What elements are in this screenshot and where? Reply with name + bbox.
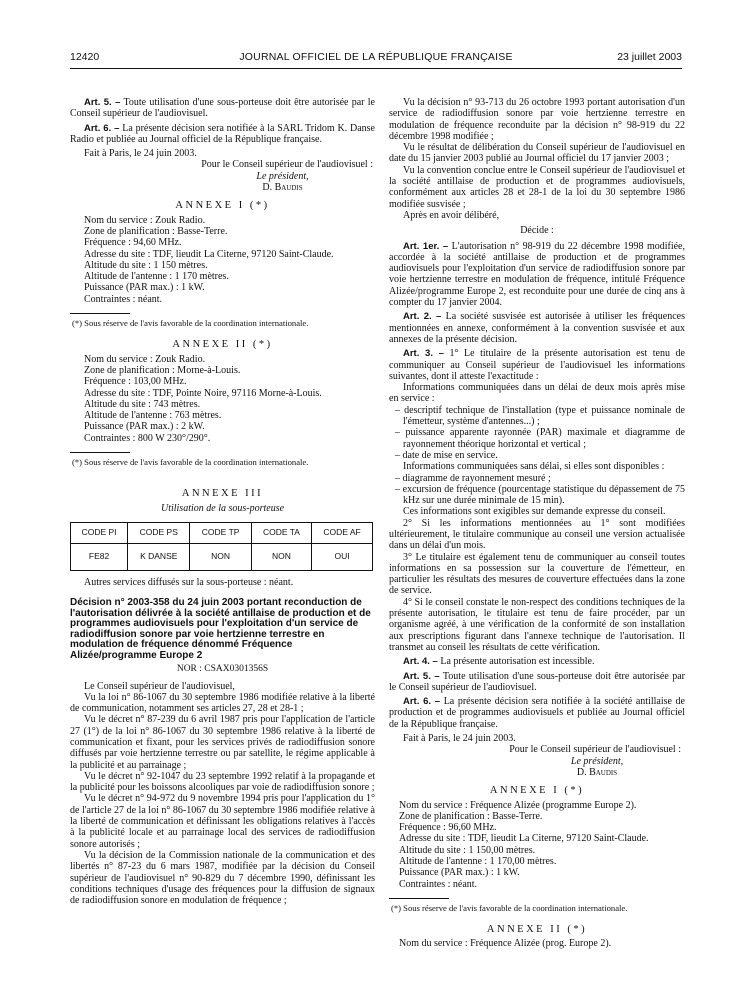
right-art3: Art. 3. – 1° Le titulaire de la présente autorisation est tenu de communiquer au Conseil supérieur de l'audiovisuel les informations suivantes, dont il atteste l'exactitude : bbox=[389, 348, 685, 382]
annexe-line: Nom du service : Zouk Radio. bbox=[84, 353, 206, 365]
annexe-line: Nom du service : Fréquence Alizée (programme Europe 2). bbox=[399, 799, 637, 811]
right-annexe1-list bbox=[389, 800, 685, 890]
right-annexe1-title: ANNEXE I (*) bbox=[489, 785, 585, 797]
annexe-line: Fréquence : 96,60 MHz. bbox=[399, 822, 497, 834]
table-header: CODE PS bbox=[128, 522, 190, 543]
left-column bbox=[70, 97, 375, 906]
vu-paragraph: Vu le décret n° 94-972 du 9 novembre 1994 pris pour l'application du 1° de l'article 27 de la loi n° 86-1067 du 30 septembre 1986 modifiée relative à la liberté de communication et définissant les obligations relatives à l'accès à la publicité locale et au parrainage local des services de radiodiffusion sonore autorisés ; bbox=[70, 793, 375, 850]
left-annexe2-list bbox=[70, 354, 375, 444]
left-pour: Pour le Conseil supérieur de l'audiovisuel : bbox=[201, 159, 373, 171]
annexe-line: Fréquence : 94,60 MHz. bbox=[84, 237, 182, 249]
page-header bbox=[70, 51, 682, 65]
left-annexe1-title: ANNEXE I (*) bbox=[175, 200, 270, 212]
right-art4: Art. 4. – La présente autorisation est incessible. bbox=[403, 656, 595, 668]
right-annexe2-first: Nom du service : Fréquence Alizée (prog. Europe 2). bbox=[399, 938, 612, 950]
left-annexe3-title: ANNEXE III bbox=[181, 488, 264, 500]
annexe-line: Puissance (PAR max.) : 1 kW. bbox=[399, 867, 520, 879]
vu-paragraph: Vu le décret n° 87-239 du 6 avril 1987 pris pour l'application de l'article 27 (1°) de la loi n° 86-1067 du 30 septembre 1986 relative à la liberté de communication et fixant, pour les services privés de radiodiffusion sonore diffusés par voie hertzienne terrestre ou par satellite, le régime applicable à la publicité et au parrainage ; bbox=[70, 714, 375, 771]
table-header: CODE TP bbox=[190, 522, 251, 543]
point-4: 4° Si le conseil constate le non-respect des conditions techniques de la présente autorisation, le titulaire est tenu de faire procéder, par un organisme agréé, à une vérification de la conformité de son installation aux prescriptions figurant dans l'annexe technique de l'autorisation. Il transmet au conseil les résultats de cette vérification. bbox=[389, 596, 685, 653]
right-pour: Pour le Conseil supérieur de l'audiovisuel : bbox=[509, 744, 681, 756]
nor-reference: NOR : CSAX0301356S bbox=[176, 664, 269, 675]
left-fait: Fait à Paris, le 24 juin 2003. bbox=[84, 148, 197, 160]
left-art6: Art. 6. – La présente décision sera notifiée à la SARL Tridom K. Danse Radio et publiée au Journal officiel de la République française. bbox=[70, 122, 375, 145]
journal-title: JOURNAL OFFICIEL DE LA RÉPUBLIQUE FRANÇAISE bbox=[239, 51, 513, 63]
left-president: Le président, bbox=[256, 170, 309, 182]
exig-paragraph: Ces informations sont exigibles sur demande expresse du conseil. bbox=[403, 506, 666, 518]
annexe-line: Zone de planification : Morne-à-Louis. bbox=[84, 364, 241, 376]
vu-paragraph: Vu la convention conclue entre le Conseil supérieur de l'audiovisuel et la société antillaise de production et de programmes audiovisuels, conformément aux articles 28 et 28-1 de la loi du 30 septembre 1986 modifiée susvisée ; bbox=[389, 164, 685, 210]
footnote-rule bbox=[70, 313, 130, 314]
annexe-line: Adresse du site : TDF, Pointe Noire, 97116 Morne-à-Louis. bbox=[84, 387, 322, 399]
table-header: CODE TA bbox=[251, 522, 311, 543]
right-annexe2-title: ANNEXE II (*) bbox=[486, 924, 588, 936]
annexe-line: Altitude de l'antenne : 1 170,00 mètres. bbox=[399, 856, 557, 867]
vu-paragraph: Vu la loi n° 86-1067 du 30 septembre 1986 modifiée relative à la liberté de communication, notamment ses articles 27, 28 et 28-1 ; bbox=[70, 691, 375, 715]
right-art5: Art. 5. – Toute utilisation d'une sous-porteuse doit être autorisée par le Conseil supérieur de l'audiovisuel. bbox=[389, 670, 685, 693]
vu-paragraph: Vu la décision de la Commission nationale de la communication et des libertés n° 87-23 du 6 mars 1987, modifiée par la décision du Conseil supérieur de l'audiovisuel n° 90-829 du 7 décembre 1990, définissant les conditions techniques d'usage des fréquences pour la diffusion de signaux de radiodiffusion sonore en modulation de fréquence ; bbox=[70, 849, 375, 907]
annexe-line: Altitude du site : 1 150,00 mètres. bbox=[399, 844, 536, 856]
annexe-line: Adresse du site : TDF, lieudit La Citerne, 97120 Saint-Claude. bbox=[399, 833, 649, 845]
table-row bbox=[71, 543, 373, 570]
left-autres: Autres services diffusés sur la sous-porteuse : néant. bbox=[84, 576, 294, 588]
table-header: CODE PI bbox=[71, 522, 128, 543]
annexe-line: Altitude du site : 1 150 mètres. bbox=[84, 259, 208, 271]
info-sans-delai: Informations communiquées sans délai, si elles sont disponibles : bbox=[403, 461, 665, 473]
annexe-line: Zone de planification : Basse-Terre. bbox=[399, 810, 543, 822]
right-art1: Art. 1er. – L'autorisation n° 98-919 du 22 décembre 1998 modifiée, accordée à la société antillaise de production et de programmes audiovisuels pour l'exploitation d'un service de radiodiffusion sonore par voie hertzienne terrestre en modulation de fréquence, intitulé Fréquence Alizée/programme Europe 2, est reconduite pour une durée de cinq ans à compter du 17 janvier 2004. bbox=[389, 240, 685, 309]
table-cell: FE82 bbox=[71, 543, 128, 570]
left-note2: (*) Sous réserve de l'avis favorable de la coordination internationale. bbox=[72, 457, 309, 468]
annexe-line: Fréquence : 103,00 MHz. bbox=[84, 376, 187, 388]
left-art5: Art. 5. – Toute utilisation d'une sous-porteuse doit être autorisée par le Conseil supérieur de l'audiovisuel. bbox=[70, 97, 375, 120]
point-2: 2° Si les informations mentionnées au 1° sont modifiées ultérieurement, le titulaire communique au conseil une version actualisée dans un délai d'un mois. bbox=[389, 517, 685, 552]
table-cell: NON bbox=[251, 543, 311, 570]
annexe-line: Altitude de l'antenne : 1 170 mètres. bbox=[84, 271, 229, 283]
subcarrier-table bbox=[70, 522, 373, 571]
vu-paragraph: Vu la décision n° 93-713 du 26 octobre 1993 portant autorisation d'un service de radiodiffusion sonore par voie hertzienne terrestre en modulation de fréquence reconduite par la décision n° 98-919 du 22 décembre 1998 modifiée ; bbox=[389, 97, 685, 142]
left-annexe1-list bbox=[70, 215, 375, 305]
annexe-line: Puissance (PAR max.) : 2 kW. bbox=[84, 421, 205, 433]
dash-item: – excursion de fréquence (pourcentage statistique du dépassement de 75 kHz sur une durée minimale de 15 min). bbox=[395, 483, 685, 507]
right-signatory: D. Baudis bbox=[576, 766, 618, 778]
left-annexe3-subtitle: Utilisation de la sous-porteuse bbox=[160, 502, 285, 514]
point-3: 3° Le titulaire est également tenu de communiquer au conseil toutes informations en sa possession sur la couverture de l'émetteur, en particulier les résultats des mesures de couverture effectuées dans la zone de service. bbox=[389, 551, 685, 597]
footnote-rule bbox=[389, 898, 449, 899]
vu-paragraph: Le Conseil supérieur de l'audiovisuel, bbox=[84, 680, 235, 692]
table-header-row bbox=[71, 522, 373, 543]
annexe-line: Altitude de l'antenne : 763 mètres. bbox=[84, 410, 222, 422]
annexe-line: Nom du service : Zouk Radio. bbox=[84, 214, 206, 226]
left-note1: (*) Sous réserve de l'avis favorable de la coordination internationale. bbox=[72, 318, 309, 329]
left-signatory: D. Baudis bbox=[262, 182, 303, 194]
decide-label: Décide : bbox=[520, 225, 554, 237]
annexe-line: Puissance (PAR max.) : 1 kW. bbox=[84, 282, 205, 294]
annexe-line: Adresse du site : TDF, lieudit La Citerne, 97120 Saint-Claude. bbox=[84, 248, 334, 260]
page-number: 12420 bbox=[70, 51, 100, 63]
annexe-line: Contraintes : néant. bbox=[399, 878, 478, 890]
vu-paragraph: Vu le décret n° 92-1047 du 23 septembre 1992 relatif à la propagande et la publicité pour les boissons alcooliques par voie de radiodiffusion sonore ; bbox=[70, 770, 375, 794]
annexe-line: Altitude du site : 743 mètres. bbox=[84, 398, 201, 410]
right-note1: (*) Sous réserve de l'avis favorable de la coordination internationale. bbox=[391, 902, 628, 913]
dash-item: – diagramme de rayonnement mesuré ; bbox=[395, 472, 551, 484]
dash-item: – date de mise en service. bbox=[395, 449, 498, 461]
footnote-rule bbox=[70, 452, 130, 453]
info-deux-mois: Informations communiquées dans un délai de deux mois après mise en service : bbox=[389, 382, 685, 405]
annexe-line: Zone de planification : Basse-Terre. bbox=[84, 225, 228, 237]
vu-paragraph: Après en avoir délibéré, bbox=[403, 209, 500, 221]
table-cell: NON bbox=[190, 543, 251, 570]
table-cell: K DANSE bbox=[128, 543, 190, 570]
right-art2: Art. 2. – La société susvisée est autorisée à utiliser les fréquences mentionnées en annexe, conformément à la convention susvisée et aux annexes de la présente décision. bbox=[389, 311, 685, 345]
header-rule bbox=[70, 68, 682, 69]
right-fait: Fait à Paris, le 24 juin 2003. bbox=[403, 733, 516, 745]
dash-item: – puissance apparente rayonnée (PAR) maximale et diagramme de rayonnement théorique horizontal et vertical ; bbox=[395, 427, 685, 450]
table-cell: OUI bbox=[312, 543, 373, 570]
right-president: Le président, bbox=[570, 755, 624, 767]
issue-date: 23 juillet 2003 bbox=[617, 51, 682, 63]
right-column bbox=[389, 97, 685, 950]
annexe-line: Contraintes : néant. bbox=[84, 293, 163, 305]
annexe-line: Contraintes : 800 W 230°/290°. bbox=[84, 432, 211, 444]
left-annexe2-title: ANNEXE II (*) bbox=[172, 339, 273, 351]
decision-title: Décision n° 2003-358 du 24 juin 2003 portant reconduction de l'autorisation délivrée à la société antillaise de production et de programmes audiovisuels pour l'exploitation d'un service de radiodiffusion sonore par voie hertzienne terrestre en modulation de fréquence dénommé Fréquence Alizée/programme Europe 2 bbox=[70, 597, 371, 661]
table-header: CODE AF bbox=[312, 522, 373, 543]
dash-item: – descriptif technique de l'installation (type et puissance nominale de l'émetteur, système d'antennes...) ; bbox=[395, 404, 685, 428]
vu-paragraph: Vu le résultat de délibération du Conseil supérieur de l'audiovisuel en date du 15 janvier 2003 publié au Journal officiel du 17 janvier 2003 ; bbox=[389, 142, 685, 165]
right-art6: Art. 6. – La présente décision sera notifiée à la société antillaise de production et de programmes audiovisuels et publiée au Journal officiel de la République française. bbox=[389, 696, 685, 730]
